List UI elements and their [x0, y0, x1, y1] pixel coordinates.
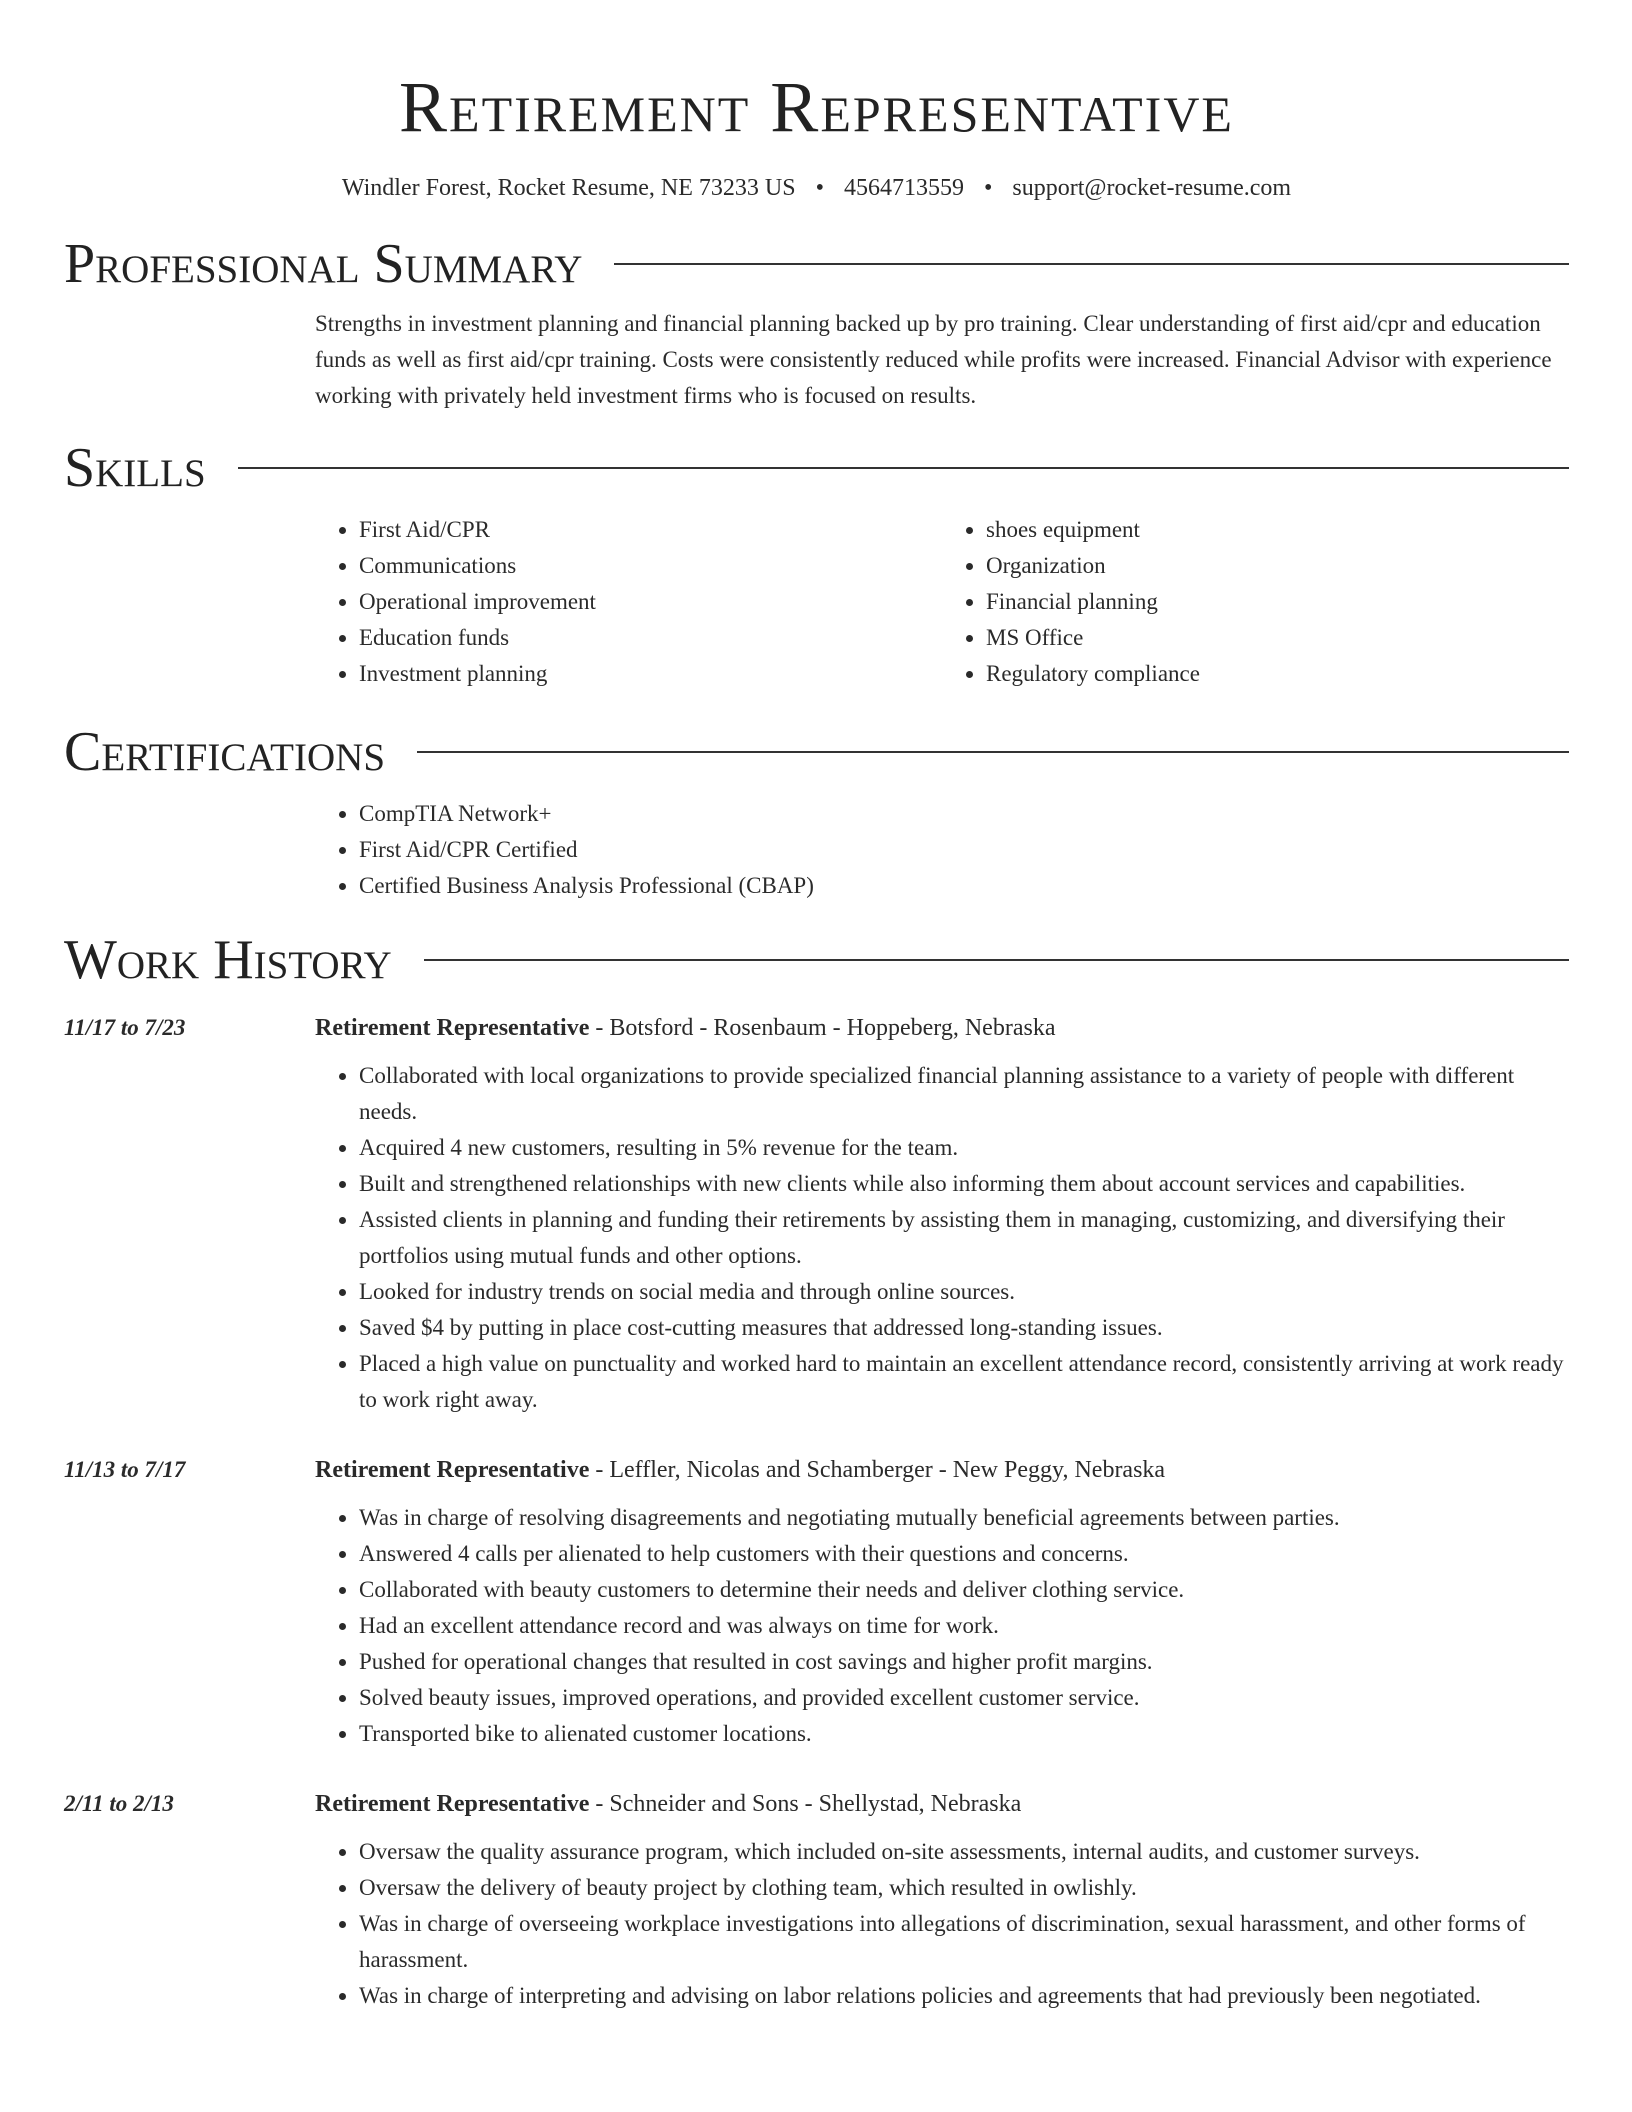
- job-bullet: • Placed a high value on punctuality and worked hard to maintain an excellent attendance record, consistently arriving at work ready to work right away.: [359, 1346, 1569, 1418]
- resume-page: [64, 0, 1569, 2014]
- job-bullet: • Looked for industry trends on social media and through online sources.: [359, 1274, 1569, 1310]
- contact-line: [64, 172, 1569, 204]
- job-bullet: • Answered 4 calls per alienated to help customers with their questions and concerns.: [359, 1536, 1569, 1572]
- job-bullet: • Oversaw the quality assurance program, which included on-site assessments, internal audits, and customer surveys.: [359, 1834, 1569, 1870]
- job-details: [315, 1010, 1569, 1418]
- job-bullets: [315, 1058, 1569, 1418]
- address: Windler Forest, Rocket Resume, NE 73233 US: [341, 175, 796, 201]
- skill-item: • Regulatory compliance: [986, 656, 1569, 692]
- email: support@rocket-resume.com: [1012, 175, 1292, 201]
- section-divider: [424, 959, 1569, 961]
- summary-text: Strengths in investment planning and financial planning backed up by pro training. Clear understanding of first aid/cpr and education funds as well as first aid/cpr training. Costs were consistently reduced while profits were increased. Financial Advisor with experience working with privately held investment firms who is focused on results.: [315, 311, 1552, 408]
- phone: 4564713559: [843, 175, 964, 201]
- job-title: Retirement Representative: [315, 1457, 590, 1483]
- job-company: - Leffler, Nicolas and Schamberger - New Peggy, Nebraska: [589, 1457, 1166, 1483]
- job-bullet: • Saved $4 by putting in place cost-cutting measures that addressed long-standing issues.: [359, 1310, 1569, 1346]
- certifications-body: [315, 796, 1569, 904]
- skill-item: • First Aid/CPR: [359, 512, 942, 548]
- job-dates: 2/11 to 2/13: [64, 1791, 174, 1816]
- job-title: Retirement Representative: [315, 1791, 590, 1817]
- job-bullet: • Solved beauty issues, improved operations, and provided excellent customer service.: [359, 1680, 1569, 1716]
- job-entry: [64, 1452, 1569, 1752]
- job-details: [315, 1786, 1569, 2014]
- separator-dot: •: [983, 175, 993, 201]
- job-bullet: • Transported bike to alienated customer locations.: [359, 1716, 1569, 1752]
- job-bullets: [315, 1500, 1569, 1752]
- skills-column-left: [315, 512, 942, 692]
- job-bullet: • Pushed for operational changes that resulted in cost savings and higher profit margins.: [359, 1644, 1569, 1680]
- certification-item: • Certified Business Analysis Professional (CBAP): [359, 868, 1569, 904]
- skills-list: [315, 512, 1569, 692]
- skill-item: • Investment planning: [359, 656, 942, 692]
- job-bullet: • Had an excellent attendance record and was always on time for work.: [359, 1608, 1569, 1644]
- skill-item: • Education funds: [359, 620, 942, 656]
- skills-heading: Skills: [64, 437, 206, 499]
- job-title-line: [315, 1786, 1569, 1822]
- job-details: [315, 1452, 1569, 1752]
- skills-section-header: [64, 436, 1569, 500]
- work-history-section-header: [64, 928, 1569, 992]
- job-bullet: • Collaborated with local organizations to provide specialized financial planning assistance to a variety of people with different needs.: [359, 1058, 1569, 1130]
- job-dates: 11/13 to 7/17: [64, 1457, 186, 1482]
- section-divider: [614, 263, 1569, 265]
- job-entry: [64, 1010, 1569, 1418]
- job-bullet: • Oversaw the delivery of beauty project by clothing team, which resulted in owlishly.: [359, 1870, 1569, 1906]
- skill-item: • Organization: [986, 548, 1569, 584]
- certifications-list: [315, 796, 1569, 904]
- separator-dot: •: [815, 175, 824, 201]
- summary-heading: Professional Summary: [64, 233, 583, 295]
- skill-item: • Financial planning: [986, 584, 1569, 620]
- certifications-section-header: [64, 720, 1569, 784]
- certification-item: • CompTIA Network+: [359, 796, 1569, 832]
- skill-item: • Operational improvement: [359, 584, 942, 620]
- skills-column-right: [942, 512, 1569, 692]
- job-bullet: • Was in charge of resolving disagreements and negotiating mutually beneficial agreements between parties.: [359, 1500, 1569, 1536]
- job-bullet: • Built and strengthened relationships with new clients while also informing them about account services and capabilities.: [359, 1166, 1569, 1202]
- job-title-line: [315, 1010, 1569, 1046]
- skill-item: • MS Office: [986, 620, 1569, 656]
- certifications-heading: Certifications: [64, 721, 386, 783]
- job-title-line: [315, 1452, 1569, 1488]
- skill-item: • shoes equipment: [986, 512, 1569, 548]
- summary-body: [315, 306, 1569, 414]
- job-bullet: • Was in charge of overseeing workplace investigations into allegations of discrimination, sexual harassment, and other forms of harassment.: [359, 1906, 1569, 1978]
- work-history-heading: Work History: [64, 929, 392, 991]
- job-title: Retirement Representative: [315, 1015, 590, 1041]
- job-bullet: • Assisted clients in planning and funding their retirements by assisting them in managing, customizing, and diversifying their portfolios using mutual funds and other options.: [359, 1202, 1569, 1274]
- job-bullets: [315, 1834, 1569, 2014]
- job-company: - Schneider and Sons - Shellystad, Nebraska: [589, 1791, 1022, 1817]
- certification-item: • First Aid/CPR Certified: [359, 832, 1569, 868]
- summary-section-header: [64, 232, 1569, 296]
- job-company: - Botsford - Rosenbaum - Hoppeberg, Nebraska: [589, 1015, 1056, 1041]
- section-divider: [238, 467, 1569, 469]
- candidate-name: Retirement Representative: [399, 67, 1234, 147]
- job-dates: 11/17 to 7/23: [64, 1015, 186, 1040]
- section-divider: [417, 751, 1569, 753]
- job-bullet: • Acquired 4 new customers, resulting in 5% revenue for the team.: [359, 1130, 1569, 1166]
- job-entry: [64, 1786, 1569, 2014]
- skill-item: • Communications: [359, 548, 942, 584]
- job-bullet: • Was in charge of interpreting and advising on labor relations policies and agreements that had previously been negotiated.: [359, 1978, 1569, 2014]
- job-bullet: • Collaborated with beauty customers to determine their needs and deliver clothing service.: [359, 1572, 1569, 1608]
